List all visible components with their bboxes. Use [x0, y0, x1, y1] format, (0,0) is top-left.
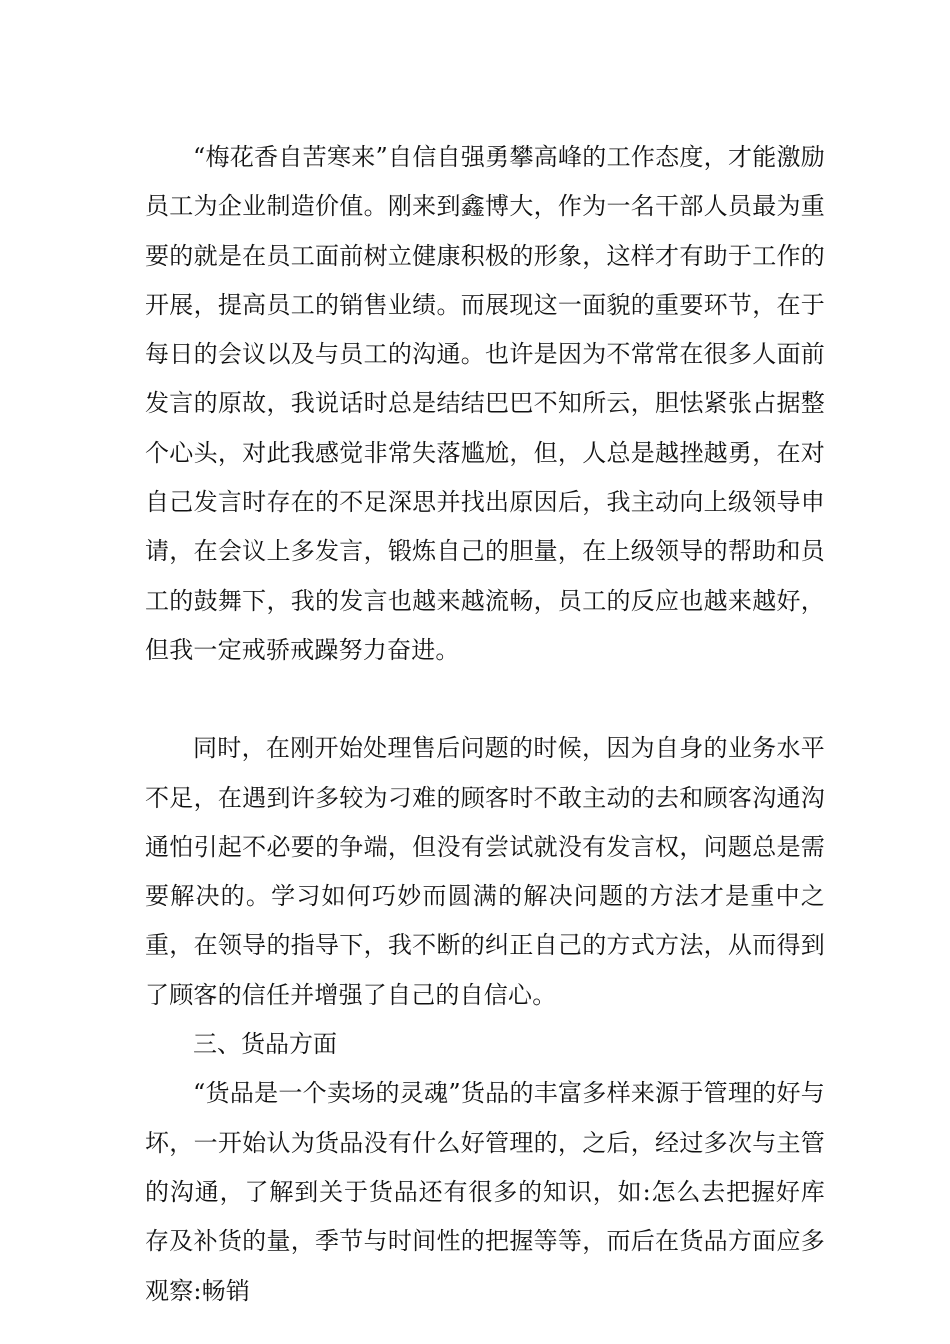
document-body — [145, 133, 825, 1316]
paragraph-goods: “货品是一个卖场的灵魂”货品的丰富多样来源于管理的好与坏，一开始认为货品没有什么好管理的，之后，经过多次与主管的沟通，了解到关于货品还有很多的知识，如:怎么去把握好库存及补货的量，季节与时间性的把握等等，而后在货品方面应多观察:畅销 — [145, 1079, 825, 1305]
section-heading-goods: 三、货品方面 — [193, 1030, 337, 1059]
paragraph-after-sales: 同时，在刚开始处理售后问题的时候，因为自身的业务水平不足，在遇到许多较为刁难的顾客时不敢主动的去和顾客沟通沟通怕引起不必要的争端，但没有尝试就没有发言权，问题总是需要解决的。学习如何巧妙而圆满的解决问题的方法才是重中之重，在领导的指导下，我不断的纠正自己的方式方法，从而得到了顾客的信任并增强了自己的自信心。 — [145, 734, 825, 1009]
paragraph-attitude: “梅花香自苦寒来”自信自强勇攀高峰的工作态度，才能激励员工为企业制造价值。刚来到鑫博大，作为一名干部人员最为重要的就是在员工面前树立健康积极的形象，这样才有助于工作的开展，提高员工的销售业绩。而展现这一面貌的重要环节，在于每日的会议以及与员工的沟通。也许是因为不常常在很多人面前发言的原故，我说话时总是结结巴巴不知所云，胆怯紧张占据整个心头，对此我感觉非常失落尴尬，但，人总是越挫越勇，在对自己发言时存在的不足深思并找出原因后，我主动向上级领导申请，在会议上多发言，锻炼自己的胆量，在上级领导的帮助和员工的鼓舞下，我的发言也越来越流畅，员工的反应也越来越好，但我一定戒骄戒躁努力奋进。 — [145, 143, 825, 664]
